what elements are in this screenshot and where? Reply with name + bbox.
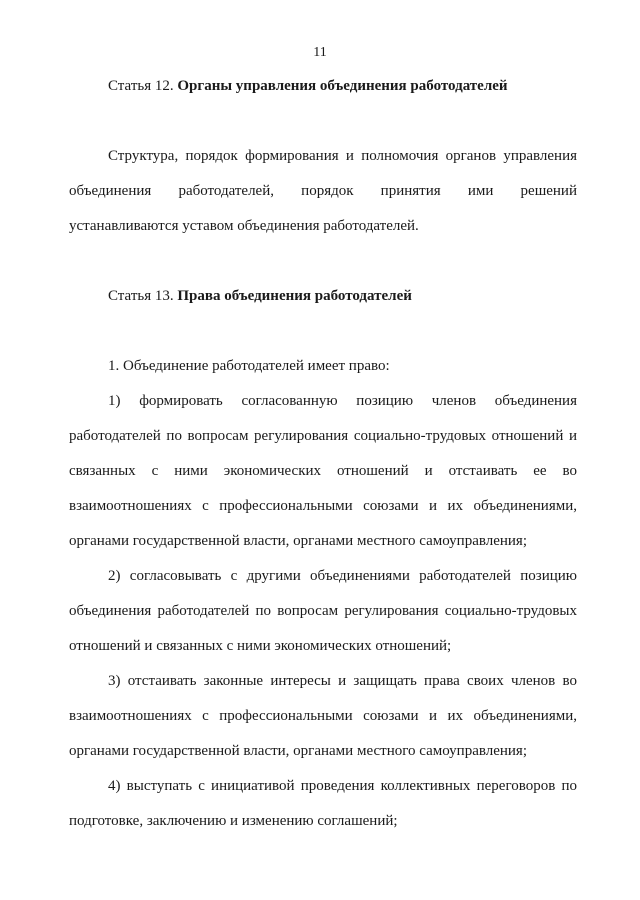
paragraph-line: связанных с ними экономических отношений и отстаивать ее во — [69, 463, 577, 479]
article-13-item-1 — [69, 384, 577, 559]
paragraph-line: 4) выступать с инициативой проведения коллективных переговоров по — [108, 778, 577, 794]
article-13-label: Статья 13. — [108, 288, 174, 304]
paragraph-line: органами государственной власти, органами местного самоуправления; — [69, 533, 527, 549]
article-13-item-4 — [69, 769, 577, 839]
article-12-title: Органы управления объединения работодателей — [177, 78, 508, 94]
paragraph-line: взаимоотношениях с профессиональными союзами и их объединениями, — [69, 708, 577, 724]
paragraph-line: 2) согласовывать с другими объединениями работодателей позицию — [108, 568, 577, 584]
article-13-item-2 — [69, 559, 577, 664]
paragraph-line: 3) отстаивать законные интересы и защищать права своих членов во — [108, 673, 577, 689]
paragraph-line: Структура, порядок формирования и полномочия органов управления — [108, 148, 577, 164]
paragraph-line: объединения работодателей, порядок принятия ими решений — [69, 183, 577, 199]
paragraph-line: работодателей по вопросам регулирования социально-трудовых отношений и — [69, 428, 577, 444]
article-12-heading — [108, 78, 508, 95]
article-13-item-3 — [69, 664, 577, 769]
article-12-paragraph — [69, 139, 577, 244]
paragraph-line: устанавливаются уставом объединения работодателей. — [69, 218, 419, 234]
article-13-intro — [69, 349, 577, 384]
article-12-label: Статья 12. — [108, 78, 174, 94]
paragraph-line: взаимоотношениях с профессиональными союзами и их объединениями, — [69, 498, 577, 514]
paragraph-line: органами государственной власти, органами местного самоуправления; — [69, 743, 527, 759]
paragraph-line: подготовке, заключению и изменению соглашений; — [69, 813, 398, 829]
paragraph-line: объединения работодателей по вопросам регулирования социально-трудовых — [69, 603, 577, 619]
paragraph-line: 1. Объединение работодателей имеет право: — [108, 358, 390, 374]
article-13-heading — [108, 288, 412, 305]
article-13-title: Права объединения работодателей — [177, 288, 412, 304]
page-number: 11 — [313, 45, 327, 60]
paragraph-line: 1) формировать согласованную позицию членов объединения — [108, 393, 577, 409]
paragraph-line: отношений и связанных с ними экономических отношений; — [69, 638, 452, 654]
